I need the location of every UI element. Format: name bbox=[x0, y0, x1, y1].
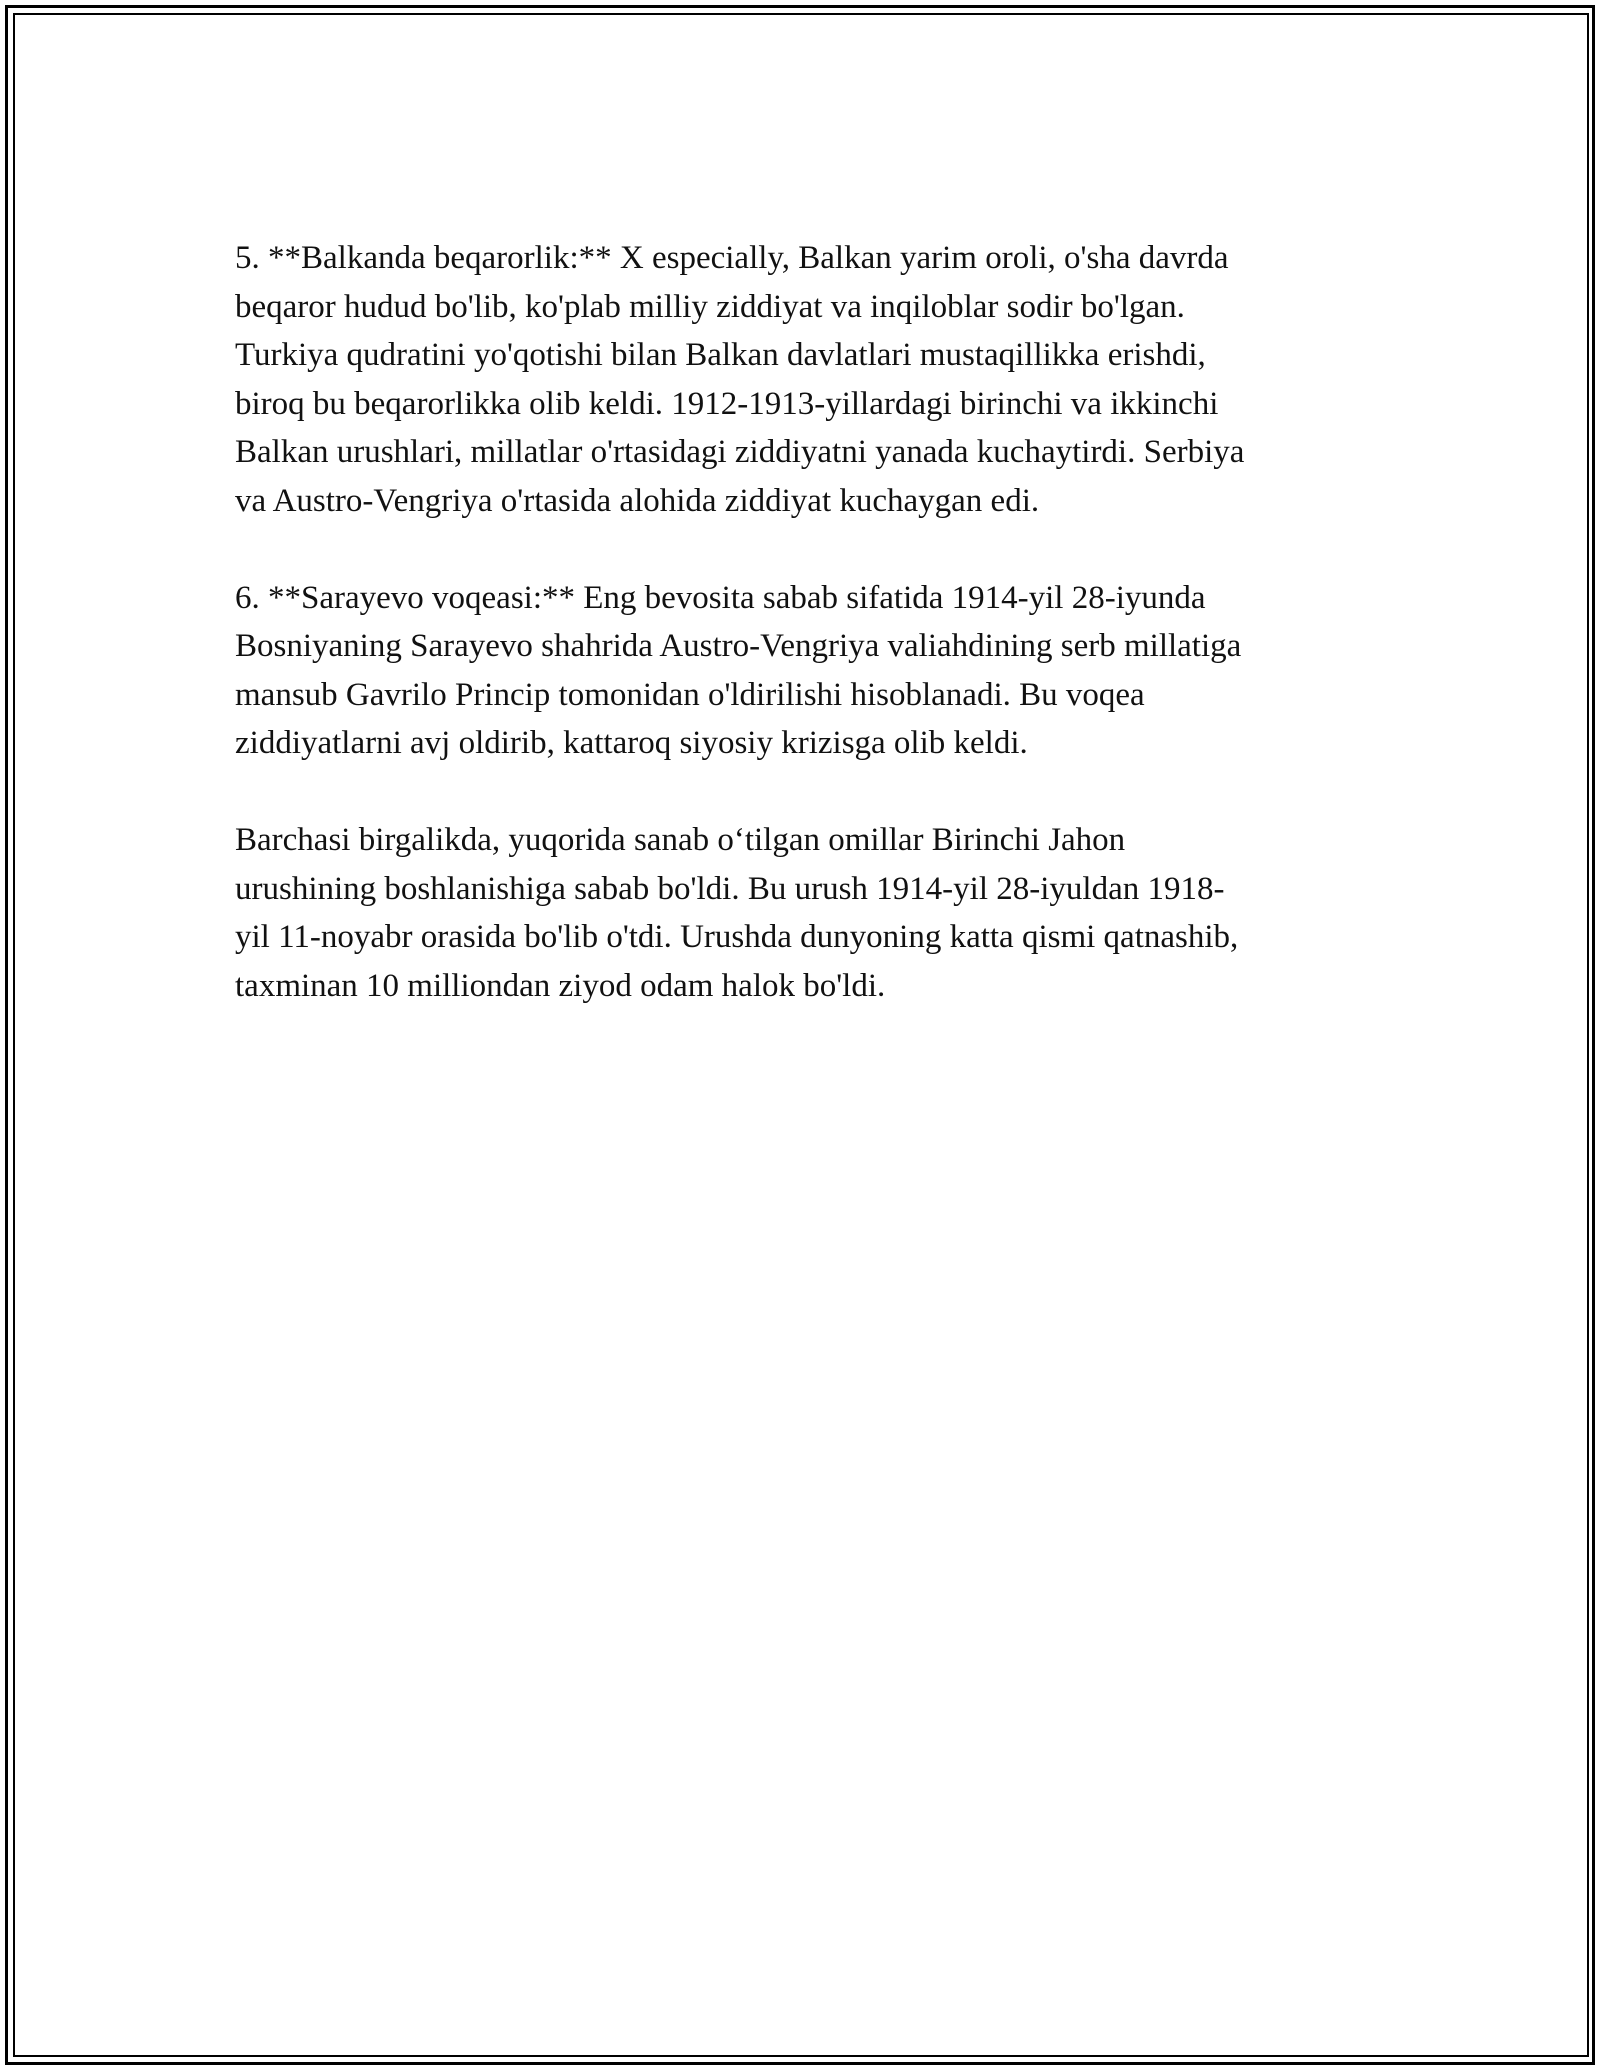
paragraph-sarajevo-event bbox=[235, 574, 1375, 768]
text-line: 6. **Sarayevo voqeasi:** Eng bevosita sabab sifatida 1914-yil 28-iyunda bbox=[235, 579, 1206, 616]
text-line: beqaror hudud bo'lib, ko'plab milliy ziddiyat va inqiloblar sodir bo'lgan. bbox=[235, 288, 1185, 325]
text-line: yil 11-noyabr orasida bo'lib o'tdi. Urushda dunyoning katta qismi qatnashib, bbox=[235, 919, 1239, 955]
text-line: 5. **Balkanda beqarorlik:** X especially, Balkan yarim oroli, o'sha davrda bbox=[235, 240, 1229, 276]
text-line: ziddiyatlarni avj oldirib, kattaroq siyosiy krizisga olib keldi. bbox=[235, 725, 1028, 761]
text-line: Bosniyaning Sarayevo shahrida Austro-Vengriya valiahdining serb millatiga bbox=[235, 628, 1242, 664]
document-body bbox=[235, 234, 1375, 1010]
paragraph-conclusion bbox=[235, 816, 1375, 1010]
text-line: Barchasi birgalikda, yuqorida sanab o‘tilgan omillar Birinchi Jahon bbox=[235, 822, 1126, 858]
text-line: va Austro-Vengriya o'rtasida alohida ziddiyat kuchaygan edi. bbox=[235, 482, 1040, 519]
paragraph-balkan-instability bbox=[235, 234, 1375, 525]
text-line: mansub Gavrilo Princip tomonidan o'ldirilishi hisoblanadi. Bu voqea bbox=[235, 676, 1145, 713]
text-line: urushining boshlanishiga sabab bo'ldi. Bu urush 1914-yil 28-iyuldan 1918- bbox=[235, 870, 1225, 907]
text-line: Balkan urushlari, millatlar o'rtasidagi ziddiyatni yanada kuchaytirdi. Serbiya bbox=[235, 434, 1245, 470]
text-line: biroq bu beqarorlikka olib keldi. 1912-1913-yillardagi birinchi va ikkinchi bbox=[235, 385, 1219, 422]
text-line: Turkiya qudratini yo'qotishi bilan Balkan davlatlari mustaqillikka erishdi, bbox=[235, 337, 1206, 373]
text-line: taxminan 10 milliondan ziyod odam halok bo'ldi. bbox=[235, 967, 886, 1004]
